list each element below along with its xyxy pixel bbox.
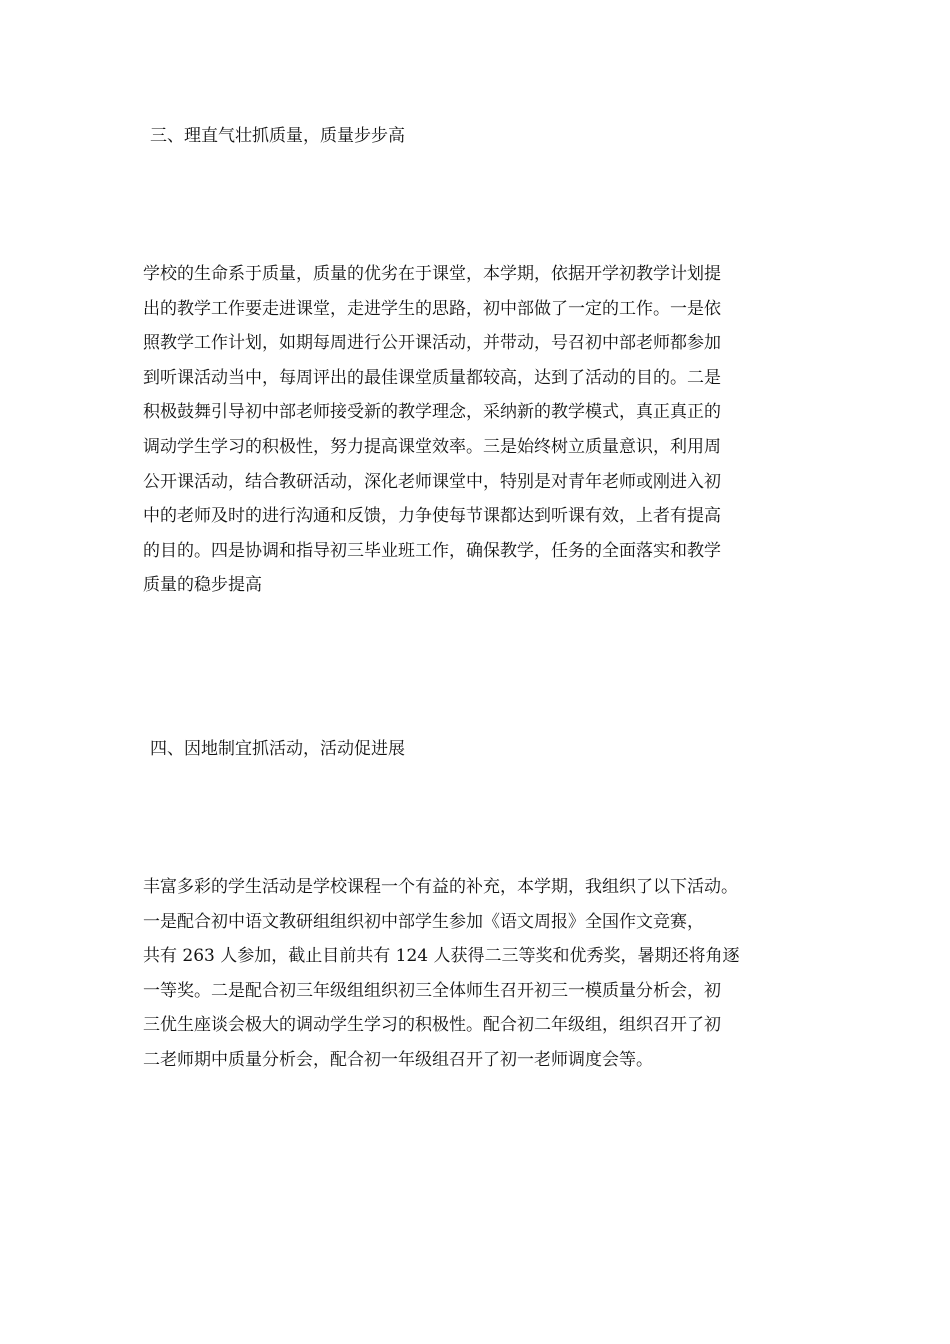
paragraph-line: 出的教学工作要走进课堂，走进学生的思路，初中部做了一定的工作。一是依	[143, 298, 721, 319]
paragraph-line: 二老师期中质量分析会，配合初一年级组召开了初一老师调度会等。	[143, 1049, 653, 1070]
paragraph-line: 共有 263 人参加，截止目前共有 124 人获得二三等奖和优秀奖，暑期还将角逐	[143, 946, 740, 967]
paragraph-line: 公开课活动，结合教研活动，深化老师课堂中，特别是对青年老师或刚进入初	[143, 471, 721, 492]
paragraph-line: 丰富多彩的学生活动是学校课程一个有益的补充，本学期，我组织了以下活动。	[143, 877, 738, 897]
paragraph-line: 调动学生学习的积极性，努力提高课堂效率。三是始终树立质量意识，利用周	[143, 436, 721, 457]
paragraph-line: 积极鼓舞引导初中部老师接受新的教学理念，采纳新的教学模式，真正真正的	[143, 402, 721, 423]
paragraph-activities	[143, 870, 843, 1078]
paragraph-line: 一是配合初中语文教研组组织初中部学生参加《语文周报》全国作文竞赛，	[143, 911, 704, 932]
paragraph-line: 学校的生命系于质量，质量的优劣在于课堂，本学期，依据开学初教学计划提	[143, 264, 721, 284]
paragraph-line: 质量的稳步提高	[143, 575, 262, 596]
paragraph-line: 一等奖。二是配合初三年级组组织初三全体师生召开初三一模质量分析会，初	[143, 980, 721, 1001]
paragraph-line: 的目的。四是协调和指导初三毕业班工作，确保教学，任务的全面落实和教学	[143, 540, 721, 561]
paragraph-quality	[143, 257, 843, 603]
paragraph-line: 照教学工作计划，如期每周进行公开课活动，并带动，号召初中部老师都参加	[143, 333, 721, 354]
paragraph-line: 三优生座谈会极大的调动学生学习的积极性。配合初二年级组，组织召开了初	[143, 1015, 721, 1036]
section-heading-quality: 三、理直气壮抓质量，质量步步高	[150, 126, 405, 146]
paragraph-line: 到听课活动当中，每周评出的最佳课堂质量都较高，达到了活动的目的。二是	[143, 367, 721, 388]
section-heading-activities: 四、因地制宜抓活动，活动促进展	[150, 739, 405, 759]
paragraph-line: 中的老师及时的进行沟通和反馈，力争使每节课都达到听课有效，上者有提高	[143, 506, 721, 527]
